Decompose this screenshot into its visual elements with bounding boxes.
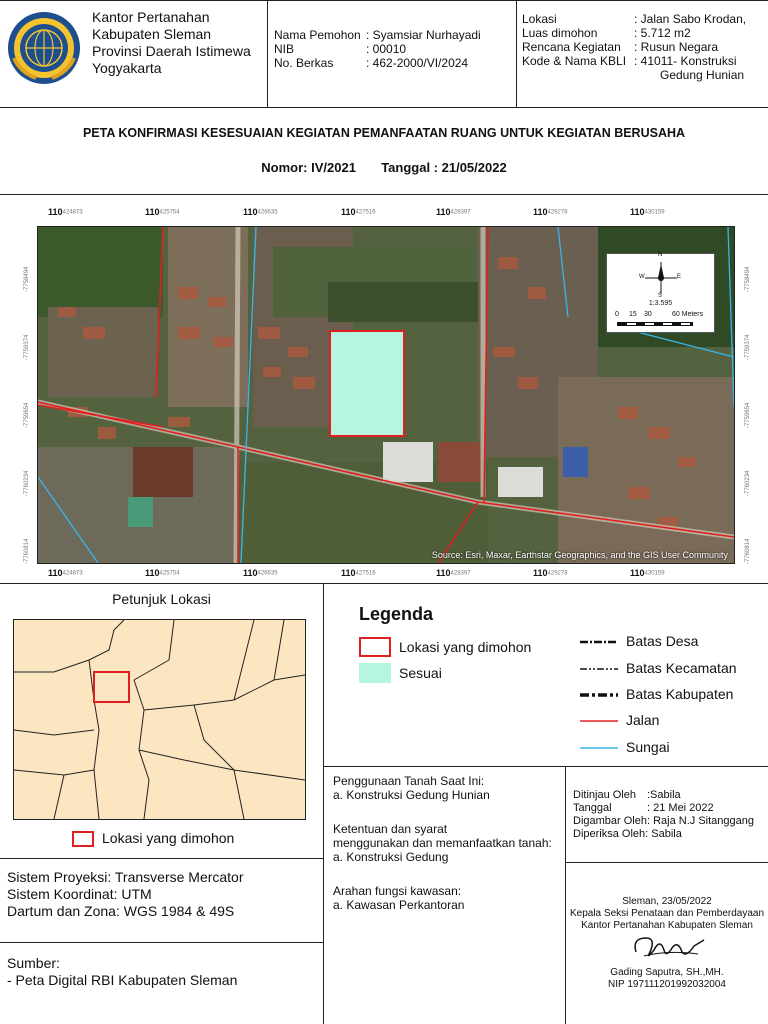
satellite-map[interactable] bbox=[38, 227, 734, 563]
map-attribution: Source: Esri, Maxar, Earthstar Geographics, and the GIS User Community bbox=[431, 550, 728, 560]
luas-value: : 5.712 m2 bbox=[634, 26, 691, 40]
agency-line: Kabupaten Sleman bbox=[92, 26, 212, 42]
rencana-value: : Rusun Negara bbox=[634, 40, 719, 54]
landuse-item: a. Konstruksi Gedung Hunian bbox=[333, 788, 490, 802]
legend-label: Sungai bbox=[626, 739, 670, 755]
review-value: :Sabila bbox=[647, 789, 681, 801]
luas-label: Luas dimohon bbox=[522, 26, 598, 40]
lokasi-value: : Jalan Sabo Krodan, bbox=[634, 12, 747, 26]
applicant-name-label: Nama Pemohon bbox=[274, 28, 361, 42]
coordinate-tick-label: -7760234 bbox=[745, 470, 751, 496]
projection-line: Dartum dan Zona: WGS 1984 & 49S bbox=[7, 903, 235, 919]
coordinate-tick-label: -7759374 bbox=[745, 334, 751, 360]
source-label: Sumber: bbox=[7, 955, 60, 971]
coordinate-tick-label: 110424873 bbox=[48, 207, 83, 217]
signature-name: Gading Saputra, SH.,MH. bbox=[610, 967, 724, 978]
compass-scale-box bbox=[606, 253, 715, 333]
batas-kabupaten-icon bbox=[580, 692, 618, 698]
inset-legend-swatch bbox=[72, 831, 94, 847]
function-heading: Arahan fungsi kawasan: bbox=[333, 884, 462, 898]
agency-line: Kantor Pertanahan bbox=[92, 9, 210, 25]
coordinate-tick-label: -7760814 bbox=[24, 538, 30, 564]
legend-label: Lokasi yang dimohon bbox=[399, 638, 532, 655]
scale-label: 60 Meters bbox=[672, 311, 704, 318]
legend-mint-swatch bbox=[359, 663, 391, 683]
legend-label: Batas Desa bbox=[626, 633, 699, 649]
source-item: - Peta Digital RBI Kabupaten Sleman bbox=[7, 972, 238, 988]
coordinate-tick-label: 110429278 bbox=[533, 568, 568, 578]
kbli-value-cont: Gedung Hunian bbox=[660, 68, 745, 82]
coordinate-tick-label: 110429278 bbox=[533, 207, 568, 217]
inset-map[interactable] bbox=[13, 619, 306, 820]
agency-line: Provinsi Daerah Istimewa bbox=[92, 43, 251, 59]
scale-label: 0 bbox=[615, 311, 619, 318]
coordinate-tick-label: -7759654 bbox=[24, 402, 30, 428]
map-title: PETA KONFIRMASI KESESUAIAN KEGIATAN PEMANFAATAN RUANG UNTUK KEGIATAN BERUSAHA bbox=[82, 126, 686, 140]
coordinate-tick-label: -7760234 bbox=[24, 470, 30, 496]
coordinate-tick-label: 110427516 bbox=[341, 568, 376, 578]
coordinate-tick-label: 110426635 bbox=[243, 207, 278, 217]
coordinate-tick-label: -7759374 bbox=[24, 334, 30, 360]
map-date: Tanggal : 21/05/2022 bbox=[381, 160, 507, 175]
review-label: Digambar Oleh bbox=[573, 815, 647, 827]
review-value: : Sabila bbox=[645, 828, 682, 840]
terms-heading: menggunakan dan memanfaatkan tanah: bbox=[333, 836, 552, 850]
coordinate-tick-label: -7759654 bbox=[745, 402, 751, 428]
landuse-heading: Penggunaan Tanah Saat Ini: bbox=[333, 774, 485, 788]
signature-nip: NIP 197111201992032004 bbox=[608, 979, 726, 990]
compass-icon bbox=[641, 258, 681, 298]
legend-label: Jalan bbox=[626, 712, 660, 728]
nib-label: NIB bbox=[274, 42, 295, 56]
coordinate-tick-label: -7760814 bbox=[745, 538, 751, 564]
projection-line: Sistem Koordinat: UTM bbox=[7, 886, 152, 902]
signature-place-date: Sleman, 23/05/2022 bbox=[622, 896, 712, 907]
kbli-label: Kode & Nama KBLI bbox=[522, 54, 627, 68]
agency-line: Yogyakarta bbox=[92, 60, 162, 76]
sungai-icon bbox=[580, 745, 618, 751]
berkas-value: : 462-2000/VI/2024 bbox=[366, 56, 469, 70]
coordinate-tick-label: 110427516 bbox=[341, 207, 376, 217]
review-value: : 21 Mei 2022 bbox=[647, 802, 714, 814]
coordinate-tick-label: 110430159 bbox=[630, 207, 665, 217]
function-item: a. Kawasan Perkantoran bbox=[333, 898, 465, 912]
inset-legend-label: Lokasi yang dimohon bbox=[102, 830, 235, 846]
projection-line: Sistem Proyeksi: Transverse Mercator bbox=[7, 869, 244, 885]
nib-value: : 00010 bbox=[366, 42, 407, 56]
kbli-value: : 41011- Konstruksi bbox=[634, 54, 737, 68]
berkas-label: No. Berkas bbox=[274, 56, 334, 70]
terms-heading: Ketentuan dan syarat bbox=[333, 822, 448, 836]
bpn-logo bbox=[6, 10, 82, 86]
legend-label: Batas Kecamatan bbox=[626, 660, 737, 676]
compass-n: N bbox=[658, 252, 663, 258]
rencana-label: Rencana Kegiatan bbox=[522, 40, 621, 54]
coordinate-tick-label: -7758494 bbox=[745, 266, 751, 292]
compass-w: W bbox=[639, 274, 645, 280]
coordinate-tick-label: -7758494 bbox=[24, 266, 30, 292]
review-label: Ditinjau Oleh bbox=[573, 789, 636, 801]
legend-red-box-swatch bbox=[359, 637, 391, 657]
legend-title: Legenda bbox=[359, 604, 434, 624]
batas-desa-icon bbox=[580, 639, 618, 645]
compass-e: E bbox=[677, 274, 682, 280]
applicant-name-value: : Syamsiar Nurhayadi bbox=[366, 28, 481, 42]
batas-kecamatan-icon bbox=[580, 666, 618, 672]
legend-label: Batas Kabupaten bbox=[626, 686, 734, 702]
coordinate-tick-label: 110428397 bbox=[436, 568, 471, 578]
terms-item: a. Konstruksi Gedung bbox=[333, 850, 449, 864]
coordinate-tick-label: 110430159 bbox=[630, 568, 665, 578]
review-label: Diperiksa Oleh bbox=[573, 828, 646, 840]
scale-label: 15 bbox=[629, 311, 637, 318]
lokasi-label: Lokasi bbox=[522, 12, 557, 26]
scale-bar bbox=[617, 322, 693, 326]
signature-office: Kantor Pertanahan Kabupaten Sleman bbox=[581, 920, 753, 931]
coordinate-tick-label: 110428397 bbox=[436, 207, 471, 217]
coordinate-tick-label: 110426635 bbox=[243, 568, 278, 578]
review-value: : Raja N.J Sitanggang bbox=[646, 815, 754, 827]
signature-role: Kepala Seksi Penataan dan Pemberdayaan bbox=[569, 908, 765, 919]
handwritten-signature bbox=[628, 930, 708, 964]
scale-label: 30 bbox=[644, 311, 652, 318]
map-number: Nomor: IV/2021 bbox=[261, 160, 356, 175]
legend-label: Sesuai bbox=[399, 664, 442, 681]
inset-title: Petunjuk Lokasi bbox=[112, 591, 211, 607]
compass-s: S bbox=[658, 293, 663, 299]
review-label: Tanggal bbox=[573, 802, 612, 814]
coordinate-tick-label: 110424873 bbox=[48, 568, 83, 578]
coordinate-tick-label: 110425754 bbox=[145, 568, 180, 578]
coordinate-tick-label: 110425754 bbox=[145, 207, 180, 217]
scale-ratio: 1:3.595 bbox=[648, 300, 673, 307]
jalan-icon bbox=[580, 718, 618, 724]
